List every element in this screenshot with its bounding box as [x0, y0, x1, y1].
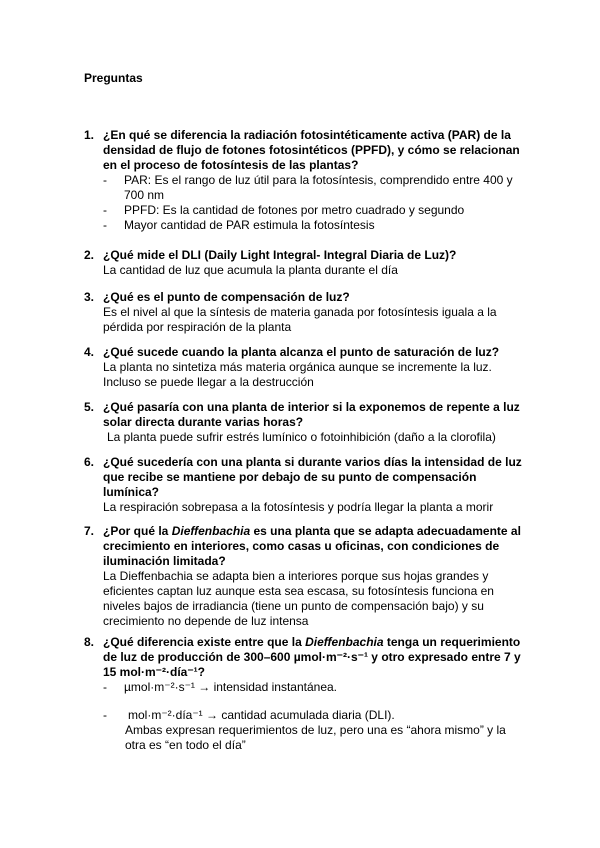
- question-number: 7.: [84, 524, 95, 538]
- answer-text: La respiración sobrepasa a la fotosíntesis y podría llegar la planta a morir: [103, 500, 494, 514]
- bullet-text: µmol·m⁻²·s⁻¹ → intensidad instantánea.: [124, 680, 337, 694]
- question-number: 1.: [84, 128, 95, 142]
- question-number: 3.: [84, 290, 95, 304]
- page-title: Preguntas: [84, 71, 143, 85]
- list-item: - mol·m⁻²·día⁻¹ → cantidad acumulada diaria (DLI).: [103, 708, 524, 723]
- plant-name: Dieffenbachia: [171, 524, 251, 538]
- list-item: - µmol·m⁻²·s⁻¹ → intensidad instantánea.: [103, 680, 524, 695]
- question-8: [84, 635, 524, 753]
- question-text: ¿Qué diferencia existe entre que la Dieffenbachia tenga un requerimiento de luz de producción de 300–600 µmol·m⁻²·s⁻¹ y otro expresado entre 7 y 15 mol·m⁻²·día⁻¹?: [103, 635, 521, 679]
- list-item: - PPFD: Es la cantidad de fotones por metro cuadrado y segundo: [103, 203, 524, 218]
- question-text: ¿Qué pasaría con una planta de interior si la exponemos de repente a luz solar directa durante varias horas?: [103, 400, 520, 429]
- question-5: [84, 400, 524, 445]
- question-1: [84, 128, 524, 233]
- bullet-text: Mayor cantidad de PAR estimula la fotosíntesis: [124, 218, 375, 232]
- bullet-text: PPFD: Es la cantidad de fotones por metro cuadrado y segundo: [124, 203, 465, 217]
- question-number: 4.: [84, 345, 95, 359]
- answer-text: La Dieffenbachia se adapta bien a interiores porque sus hojas grandes y eficientes captan luz aunque esta sea escasa, su fotosíntesis funciona en niveles bajos de irradiancia (tiene un punto de compensación bajo) y su crecimiento no depende de luz intensa: [103, 569, 494, 628]
- question-text: ¿Por qué la Dieffenbachia es una planta que se adapta adecuadamente al crecimiento en interiores, como casas u oficinas, con condiciones de iluminación limitada?: [103, 524, 521, 568]
- question-text: ¿Qué sucede cuando la planta alcanza el punto de saturación de luz?: [103, 345, 500, 359]
- question-text: ¿Qué mide el DLI (Daily Light Integral- Integral Diaria de Luz)?: [103, 248, 457, 262]
- question-number: 5.: [84, 400, 95, 414]
- list-item: - PAR: Es el rango de luz útil para la fotosíntesis, comprendido entre 400 y 700 nm: [103, 173, 524, 203]
- note-text: Ambas expresan requerimientos de luz, pero una es “ahora mismo” y la otra es “en todo el día”: [125, 723, 506, 752]
- plant-name: Dieffenbachia: [305, 635, 384, 649]
- question-7: [84, 524, 524, 629]
- question-3: [84, 290, 524, 335]
- question-text: ¿En qué se diferencia la radiación fotosintéticamente activa (PAR) de la densidad de flujo de fotones fotosintéticos (PPFD), y cómo se relacionan en el proceso de fotosíntesis de las plantas?: [103, 128, 520, 172]
- question-number: 8.: [84, 635, 95, 649]
- list-item: - Mayor cantidad de PAR estimula la fotosíntesis: [103, 218, 524, 233]
- answer-text: La planta no sintetiza más materia orgánica aunque se incremente la luz. Incluso se puede llegar a la destrucción: [103, 360, 492, 389]
- bullet-text: PAR: Es el rango de luz útil para la fotosíntesis, comprendido entre 400 y 700 nm: [124, 173, 513, 202]
- question-6: [84, 455, 524, 515]
- question-number: 6.: [84, 455, 95, 469]
- question-2: [84, 248, 524, 278]
- question-text: ¿Qué sucedería con una planta si durante varios días la intensidad de luz que recibe se mantiene por debajo de su punto de compensación lumínica?: [103, 455, 522, 499]
- question-text: ¿Qué es el punto de compensación de luz?: [103, 290, 350, 304]
- answer-text: La cantidad de luz que acumula la planta durante el día: [103, 263, 398, 277]
- answer-text: La planta puede sufrir estrés lumínico o fotoinhibición (daño a la clorofila): [107, 430, 496, 444]
- bullet-text: mol·m⁻²·día⁻¹ → cantidad acumulada diaria (DLI).: [128, 708, 395, 722]
- question-number: 2.: [84, 248, 95, 262]
- answer-text: Es el nivel al que la síntesis de materia ganada por fotosíntesis iguala a la pérdida por respiración de la planta: [103, 305, 497, 334]
- question-4: [84, 345, 524, 390]
